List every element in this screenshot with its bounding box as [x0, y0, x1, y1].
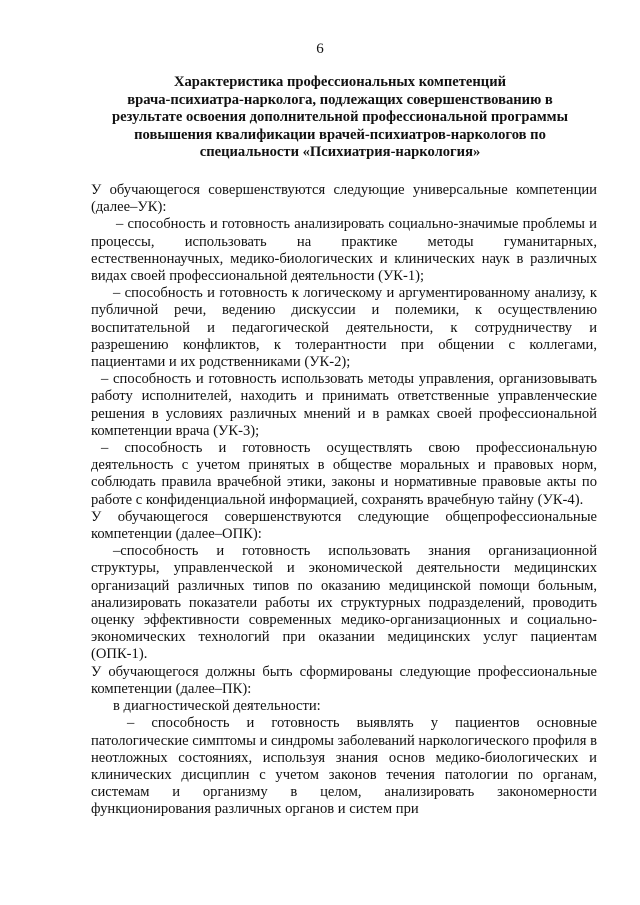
- pk-1-paragraph: – способность и готовность выявлять у пациентов основные патологические симптомы и синдромы заболеваний наркологического профиля в неотложных состояниях, используя знания основ медико-биологических и клинических дисциплин с учетом законов течения патологии по органам, системам и организму в целом, анализировать закономерности функционирования различных органов и систем при: [91, 715, 597, 818]
- title-line: врача-психиатра-нарколога, подлежащих совершенствованию в: [127, 91, 553, 108]
- pk-diagnostic-heading: в диагностической деятельности:: [113, 698, 321, 715]
- opk-intro-paragraph: У обучающегося совершенствуются следующие общепрофессиональные компетенции (далее–ОПК):: [91, 508, 597, 543]
- uk-3-paragraph: – способность и готовность использовать методы управления, организовывать работу исполнителей, находить и принимать ответственные управленческие решения в условиях различных мнений и в рамках своей профессиональной компетенции врача (УК-3);: [91, 371, 597, 439]
- uk-4-paragraph: – способность и готовность осуществлять свою профессиональную деятельность с учетом принятых в обществе моральных и правовых норм, соблюдать правила врачебной этики, законы и нормативные правовые акты по работе с конфиденциальной информацией, сохранять врачебную тайну (УК-4).: [91, 440, 597, 508]
- uk-intro-paragraph: У обучающегося совершенствуются следующие универсальные компетенции (далее–УК):: [91, 182, 597, 216]
- document-body: [91, 182, 597, 819]
- uk-1-paragraph: – способность и готовность анализировать социально-значимые проблемы и процессы, использовать на практике методы гуманитарных, естественнонаучных, медико-биологических и клинических наук в различных видах своей профессиональной деятельности (УК-1);: [91, 216, 597, 285]
- page-number: 6: [316, 41, 324, 57]
- opk-1-paragraph: –способность и готовность использовать знания организационной структуры, управленческой и экономической деятельности медицинских организаций различных типов по оказанию медицинской помощи больным, анализировать показатели работы их структурных подразделений, проводить оценку эффективности современных медико-организационных и социально-экономических технологий при оказании медицинских услуг пациентам (ОПК-1).: [91, 543, 597, 663]
- uk-2-paragraph: – способность и готовность к логическому и аргументированному анализу, к публичной речи, ведению дискуссии и полемики, к осуществлению воспитательной и педагогической деятельности, к сотрудничеству и разрешению конфликтов, к толерантности при общении с коллегами, пациентами и их родственниками (УК-2);: [91, 285, 597, 371]
- title-line: Характеристика профессиональных компетенций: [173, 74, 507, 90]
- title-line: повышения квалификации врачей-психиатров-наркологов по: [134, 126, 546, 143]
- pk-intro-paragraph: У обучающегося должны быть сформированы следующие профессиональные компетенции (далее–ПК):: [91, 663, 597, 697]
- section-title: [80, 74, 600, 162]
- title-line: специальности «Психиатрия-наркология»: [199, 144, 481, 161]
- title-line: результате освоения дополнительной профессиональной программы: [111, 109, 569, 126]
